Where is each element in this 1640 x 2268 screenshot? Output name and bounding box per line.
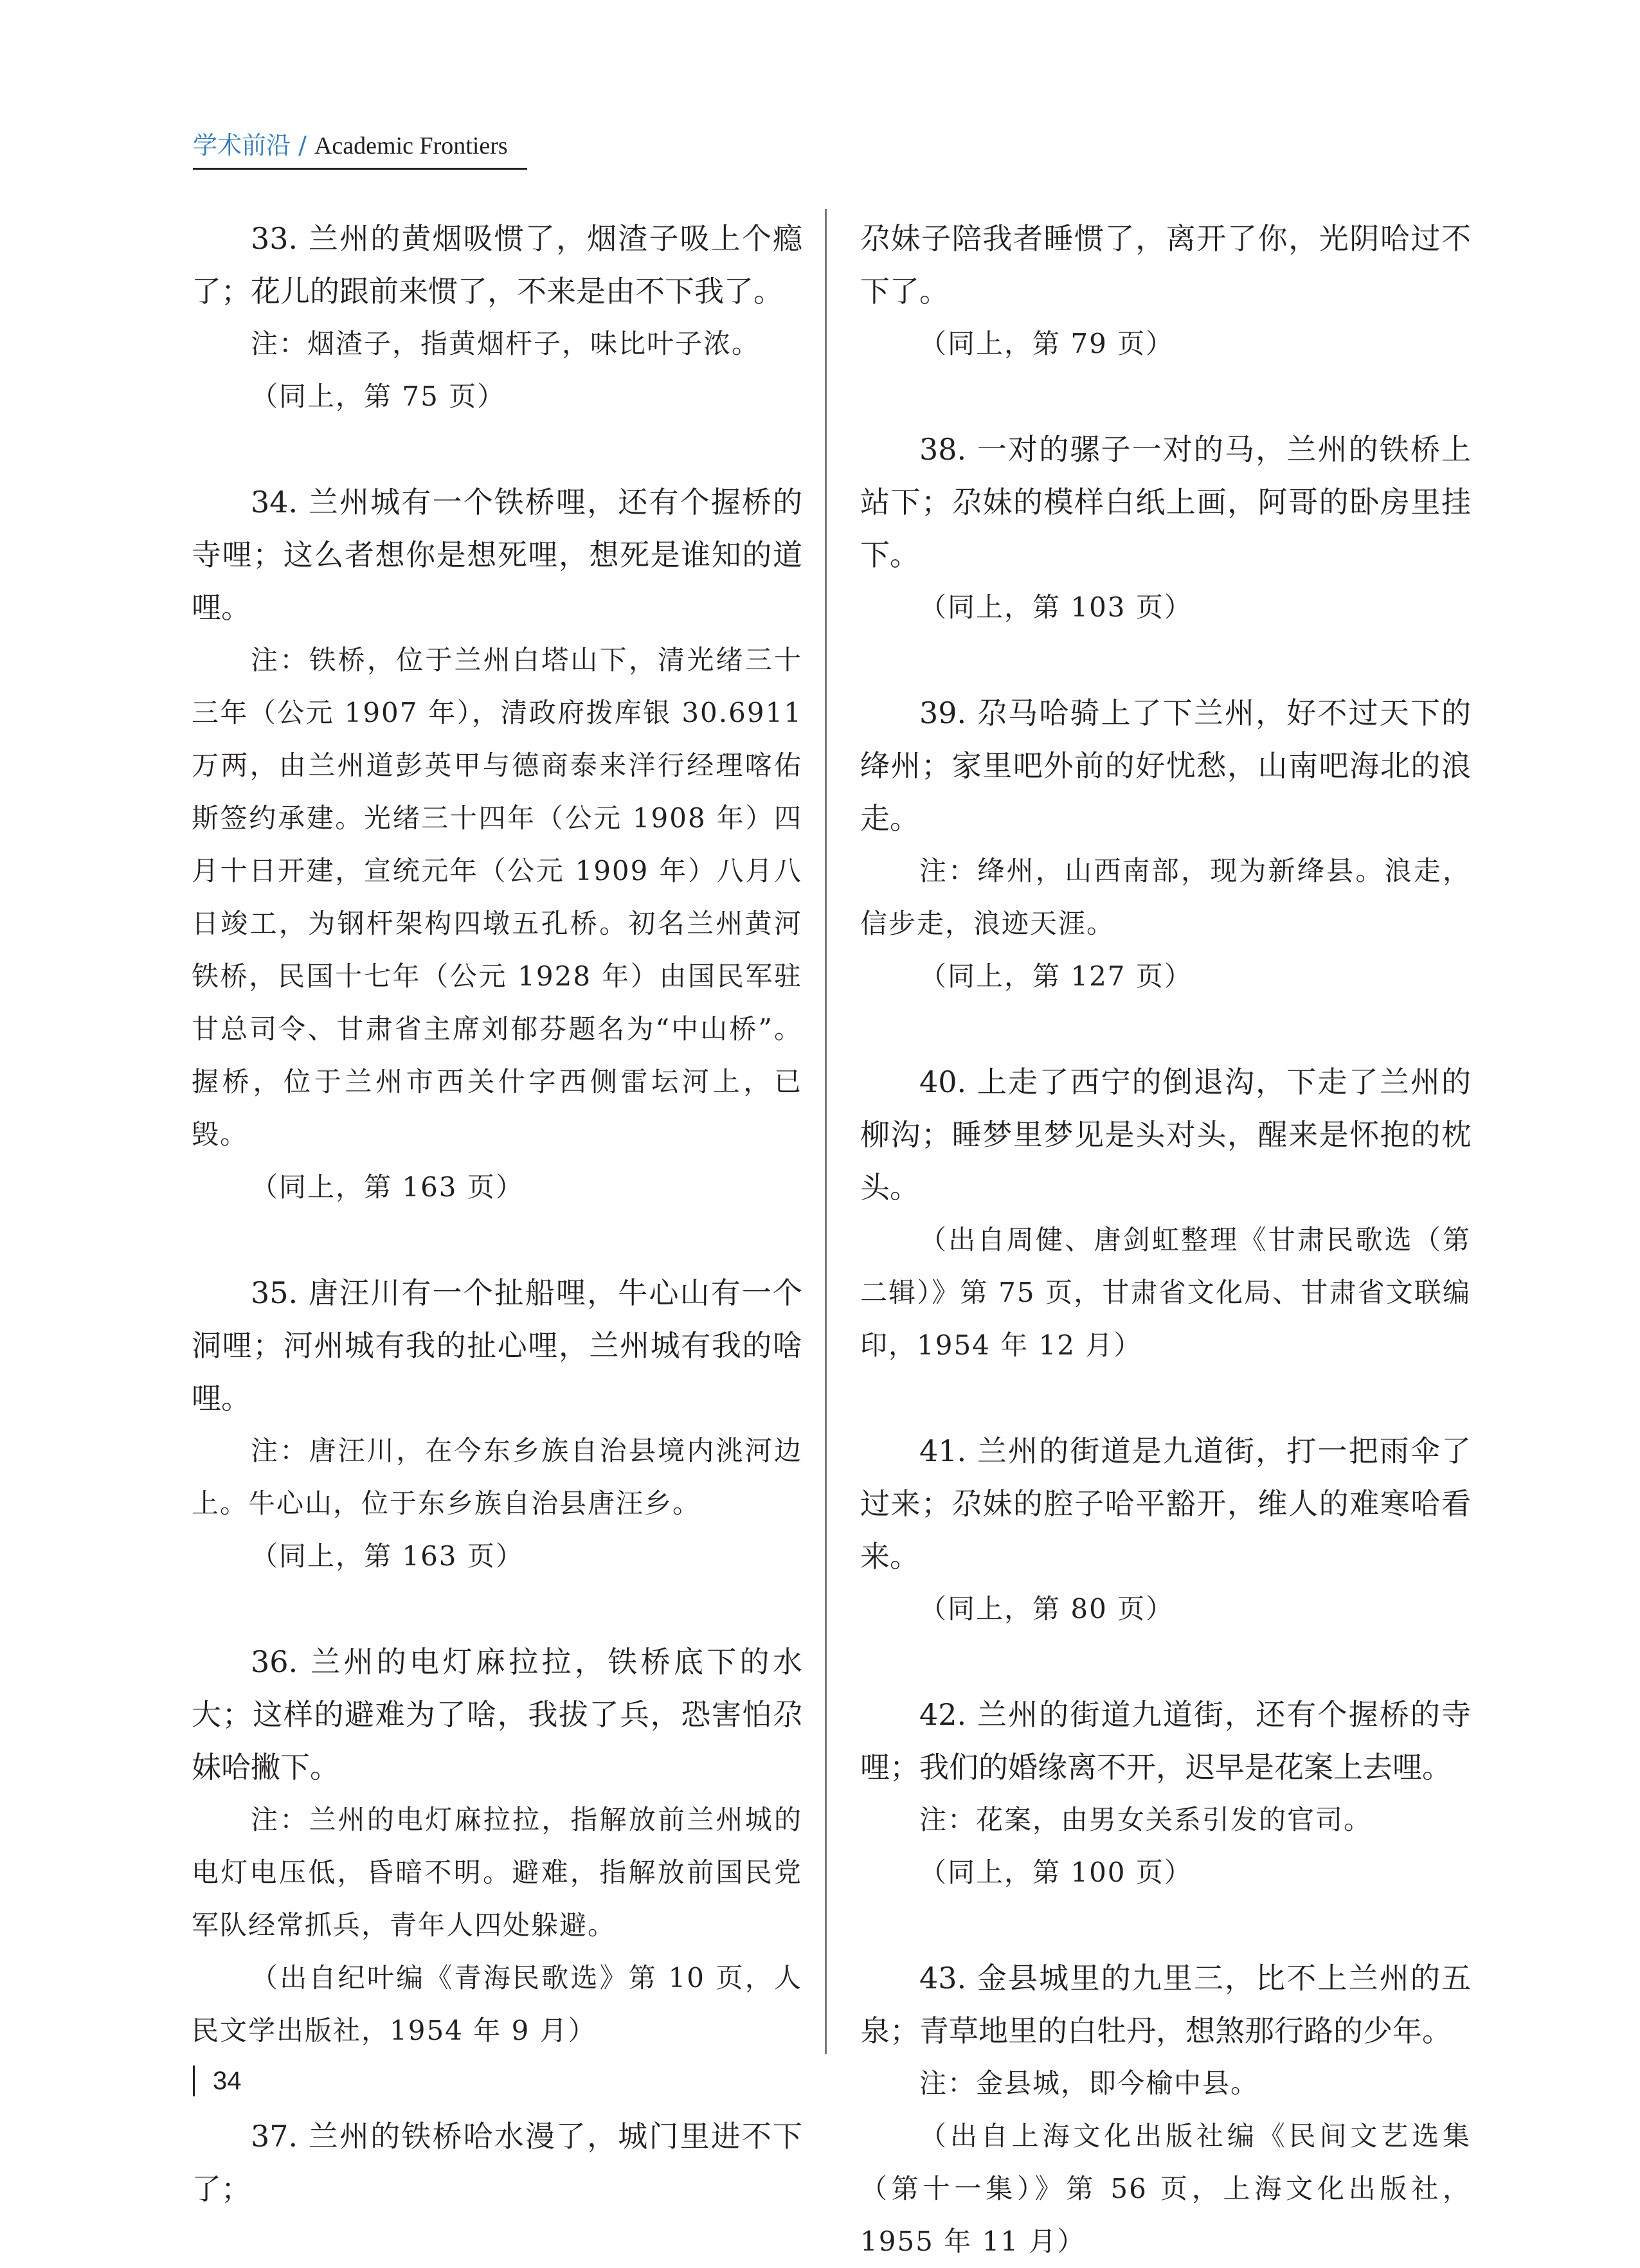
annotation: 注：金县城，即今榆中县。 [919,2067,1259,2099]
entry-39 [860,687,1471,1003]
entry-42 [860,1688,1471,1899]
left-column [192,212,802,2206]
verse-text: 尕妹子陪我者睡惯了，离开了你，光阴哈过不下了。 [860,221,1471,309]
verse-text: 35. 唐汪川有一个扯船哩，牛心山有一个洞哩；河州城有我的扯心哩，兰州城有我的啥哩。 [192,1275,802,1416]
entry-35 [192,1266,802,1583]
verse-text: 42. 兰州的街道九道街，还有个握桥的寺哩；我们的婚缘离不开，迟早是花案上去哩。 [860,1697,1471,1785]
entry-41 [860,1425,1471,1635]
source-citation: （同上，第 100 页） [919,1857,1193,1888]
verse-text: 41. 兰州的街道是九道街，打一把雨伞了过来；尕妹的腔子哈平豁开，维人的难寒哈看来。 [860,1434,1471,1574]
source-citation: （同上，第 163 页） [251,1171,524,1203]
entry-43 [860,1952,1471,2268]
page-header [193,127,527,170]
column-divider [825,209,827,2054]
header-rule [193,168,527,170]
running-head [193,127,527,164]
annotation: 注：绛州，山西南部，现为新绛县。浪走，信步走，浪迹天涯。 [860,855,1471,939]
verse-text: 33. 兰州的黄烟吸惯了，烟渣子吸上个瘾了；花儿的跟前来惯了，不来是由不下我了。 [192,221,802,309]
source-citation: （出自周健、唐剑虹整理《甘肃民歌选（第二辑）》第 75 页，甘肃省文化局、甘肃省文联编印，1954 年 12 月） [860,1224,1471,1361]
source-citation: （同上，第 163 页） [251,1540,524,1572]
section-title-cn: 学术前沿 [193,131,291,159]
verse-text: 34. 兰州城有一个铁桥哩，还有个握桥的寺哩；这么者想你是想死哩，想死是谁知的道哩。 [192,485,802,625]
source-citation: （出自上海文化出版社编《民间文艺选集（第十一集）》第 56 页，上海文化出版社，1955 年 11 月） [860,2120,1471,2257]
entry-38 [860,423,1471,634]
source-citation: （同上，第 127 页） [919,960,1193,992]
annotation: 注：花案，由男女关系引发的官司。 [919,1804,1373,1835]
entry-37-continued [860,212,1471,370]
entry-34 [192,476,802,1214]
source-citation: （同上，第 79 页） [919,328,1175,359]
source-citation: （同上，第 80 页） [919,1593,1175,1625]
entry-36 [192,1635,802,2057]
entry-40 [860,1056,1471,1372]
source-citation: （同上，第 75 页） [251,381,506,412]
annotation: 注：铁桥，位于兰州白塔山下，清光绪三十三年（公元 1907 年），清政府拨库银 30.6911 万两，由兰州道彭英甲与德商泰来洋行经理喀佑斯签约承建。光绪三十四年（公元 1908 年）四月十日开建，宣统元年（公元 1909 年）八月八日竣工，为钢杆架构四墩五孔桥。初名兰州黄河铁桥，民国十七年（公元 1928 年）由国民军驻甘总司令、甘肃省主席刘郁芬题名为“中山桥”。握桥，位于兰州市西关什字西侧雷坛河上，已毁。 [192,644,802,1150]
verse-text: 37. 兰州的铁桥哈水漫了，城门里进不下了； [192,2119,802,2206]
annotation: 注：唐汪川，在今东乡族自治县境内洮河边上。牛心山，位于东乡族自治县唐汪乡。 [192,1435,802,1519]
annotation: 注：烟渣子，指黄烟杆子，味比叶子浓。 [251,328,761,359]
footer-bar [193,2066,195,2096]
verse-text: 38. 一对的骡子一对的马，兰州的铁桥上站下；尕妹的模样白纸上画，阿哥的卧房里挂下。 [860,432,1471,572]
section-title-en: Academic Frontiers [314,132,508,159]
entry-33 [192,212,802,423]
verse-text: 39. 尕马哈骑上了下兰州，好不过天下的绛州；家里吧外前的好忧愁，山南吧海北的浪走。 [860,696,1471,836]
right-column [860,212,1471,2257]
annotation: 注：兰州的电灯麻拉拉，指解放前兰州城的电灯电压低，昏暗不明。避难，指解放前国民党军队经常抓兵，青年人四处躲避。 [192,1804,802,1941]
verse-text: 40. 上走了西宁的倒退沟，下走了兰州的柳沟；睡梦里梦见是头对头，醒来是怀抱的枕头。 [860,1065,1471,1205]
source-citation: （同上，第 103 页） [919,591,1193,623]
verse-text: 43. 金县城里的九里三，比不上兰州的五泉；青草地里的白牡丹，想煞那行路的少年。 [860,1961,1471,2048]
entry-37 [192,2110,802,2215]
source-citation: （出自纪叶编《青海民歌选》第 10 页，人民文学出版社，1954 年 9 月） [192,1962,802,2046]
page-number: 34 [213,2066,242,2095]
section-title-separator: / [291,131,314,159]
verse-text: 36. 兰州的电灯麻拉拉，铁桥底下的水大；这样的避难为了啥，我拔了兵，恐害怕尕妹哈撇下。 [192,1644,802,1785]
page-footer [193,2062,242,2100]
